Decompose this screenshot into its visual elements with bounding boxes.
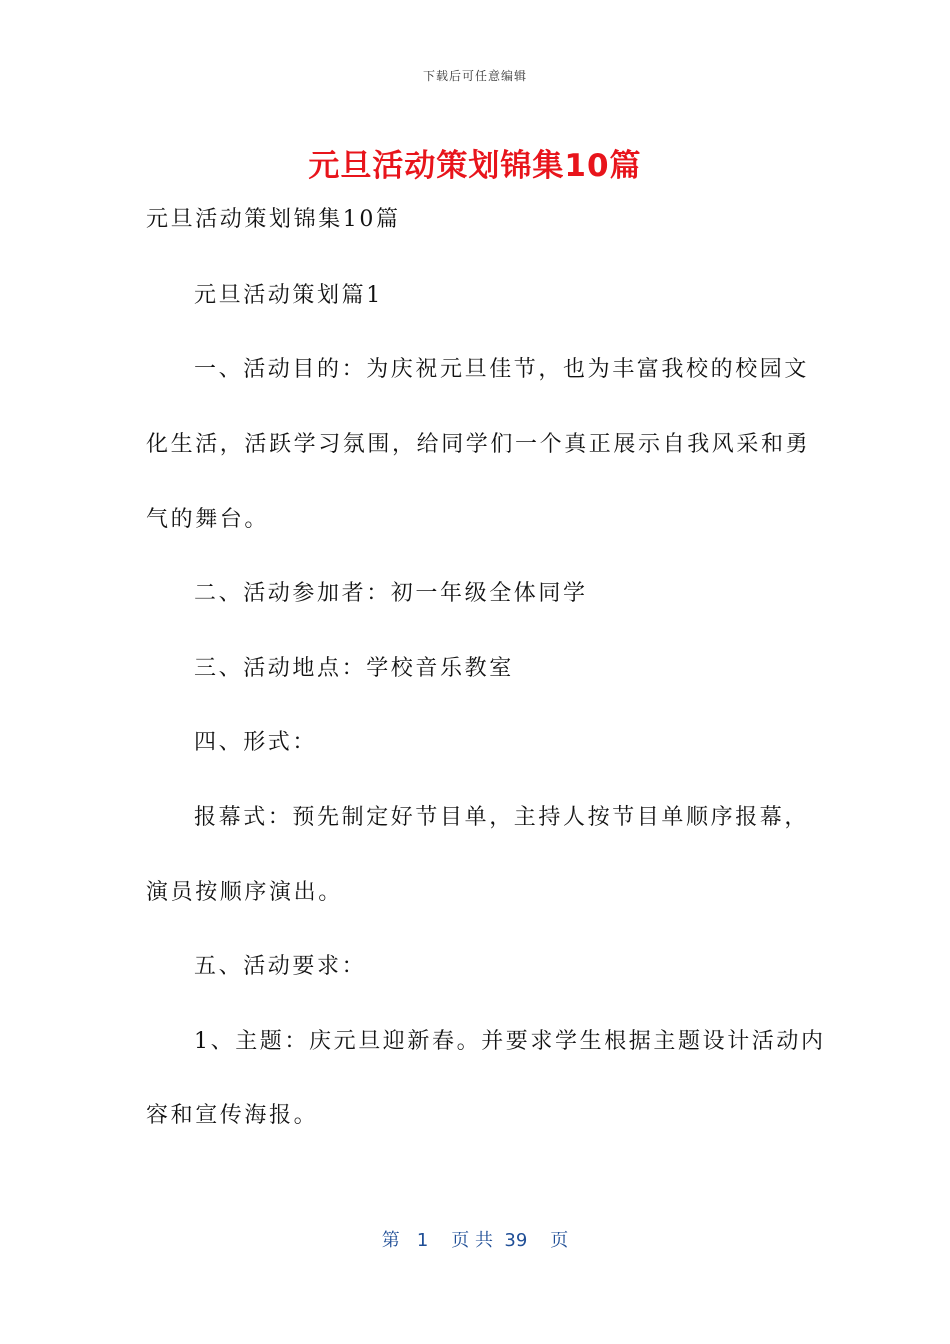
body-line-announce: 报幕式：预先制定好节目单，主持人按节目单顺序报幕， (194, 805, 810, 830)
body-line-theme-cont: 容和宣传海报。 (146, 1103, 319, 1128)
body-line-location: 三、活动地点：学校音乐教室 (194, 656, 514, 681)
body-line-section-heading: 元旦活动策划篇1 (194, 283, 383, 308)
body-line-purpose: 一、活动目的：为庆祝元旦佳节，也为丰富我校的校园文 (194, 357, 810, 382)
body-line-subtitle: 元旦活动策划锦集10篇 (146, 207, 401, 232)
body-line-announce-cont: 演员按顺序演出。 (146, 880, 343, 905)
document-title: 元旦活动策划锦集10篇 (308, 148, 642, 184)
body-line-theme: 1、主题：庆元旦迎新春。并要求学生根据主题设计活动内 (194, 1029, 826, 1054)
body-line-purpose-end: 气的舞台。 (146, 507, 270, 532)
body-line-format: 四、形式： (194, 730, 318, 755)
header-note: 下载后可任意编辑 (422, 69, 527, 83)
body-line-requirements: 五、活动要求： (194, 954, 367, 979)
body-line-participants: 二、活动参加者：初一年级全体同学 (194, 581, 588, 606)
page-number-footer: 第 1 页 共 39 页 (381, 1230, 569, 1251)
body-line-purpose-cont: 化生活，活跃学习氛围，给同学们一个真正展示自我风采和勇 (146, 432, 811, 457)
